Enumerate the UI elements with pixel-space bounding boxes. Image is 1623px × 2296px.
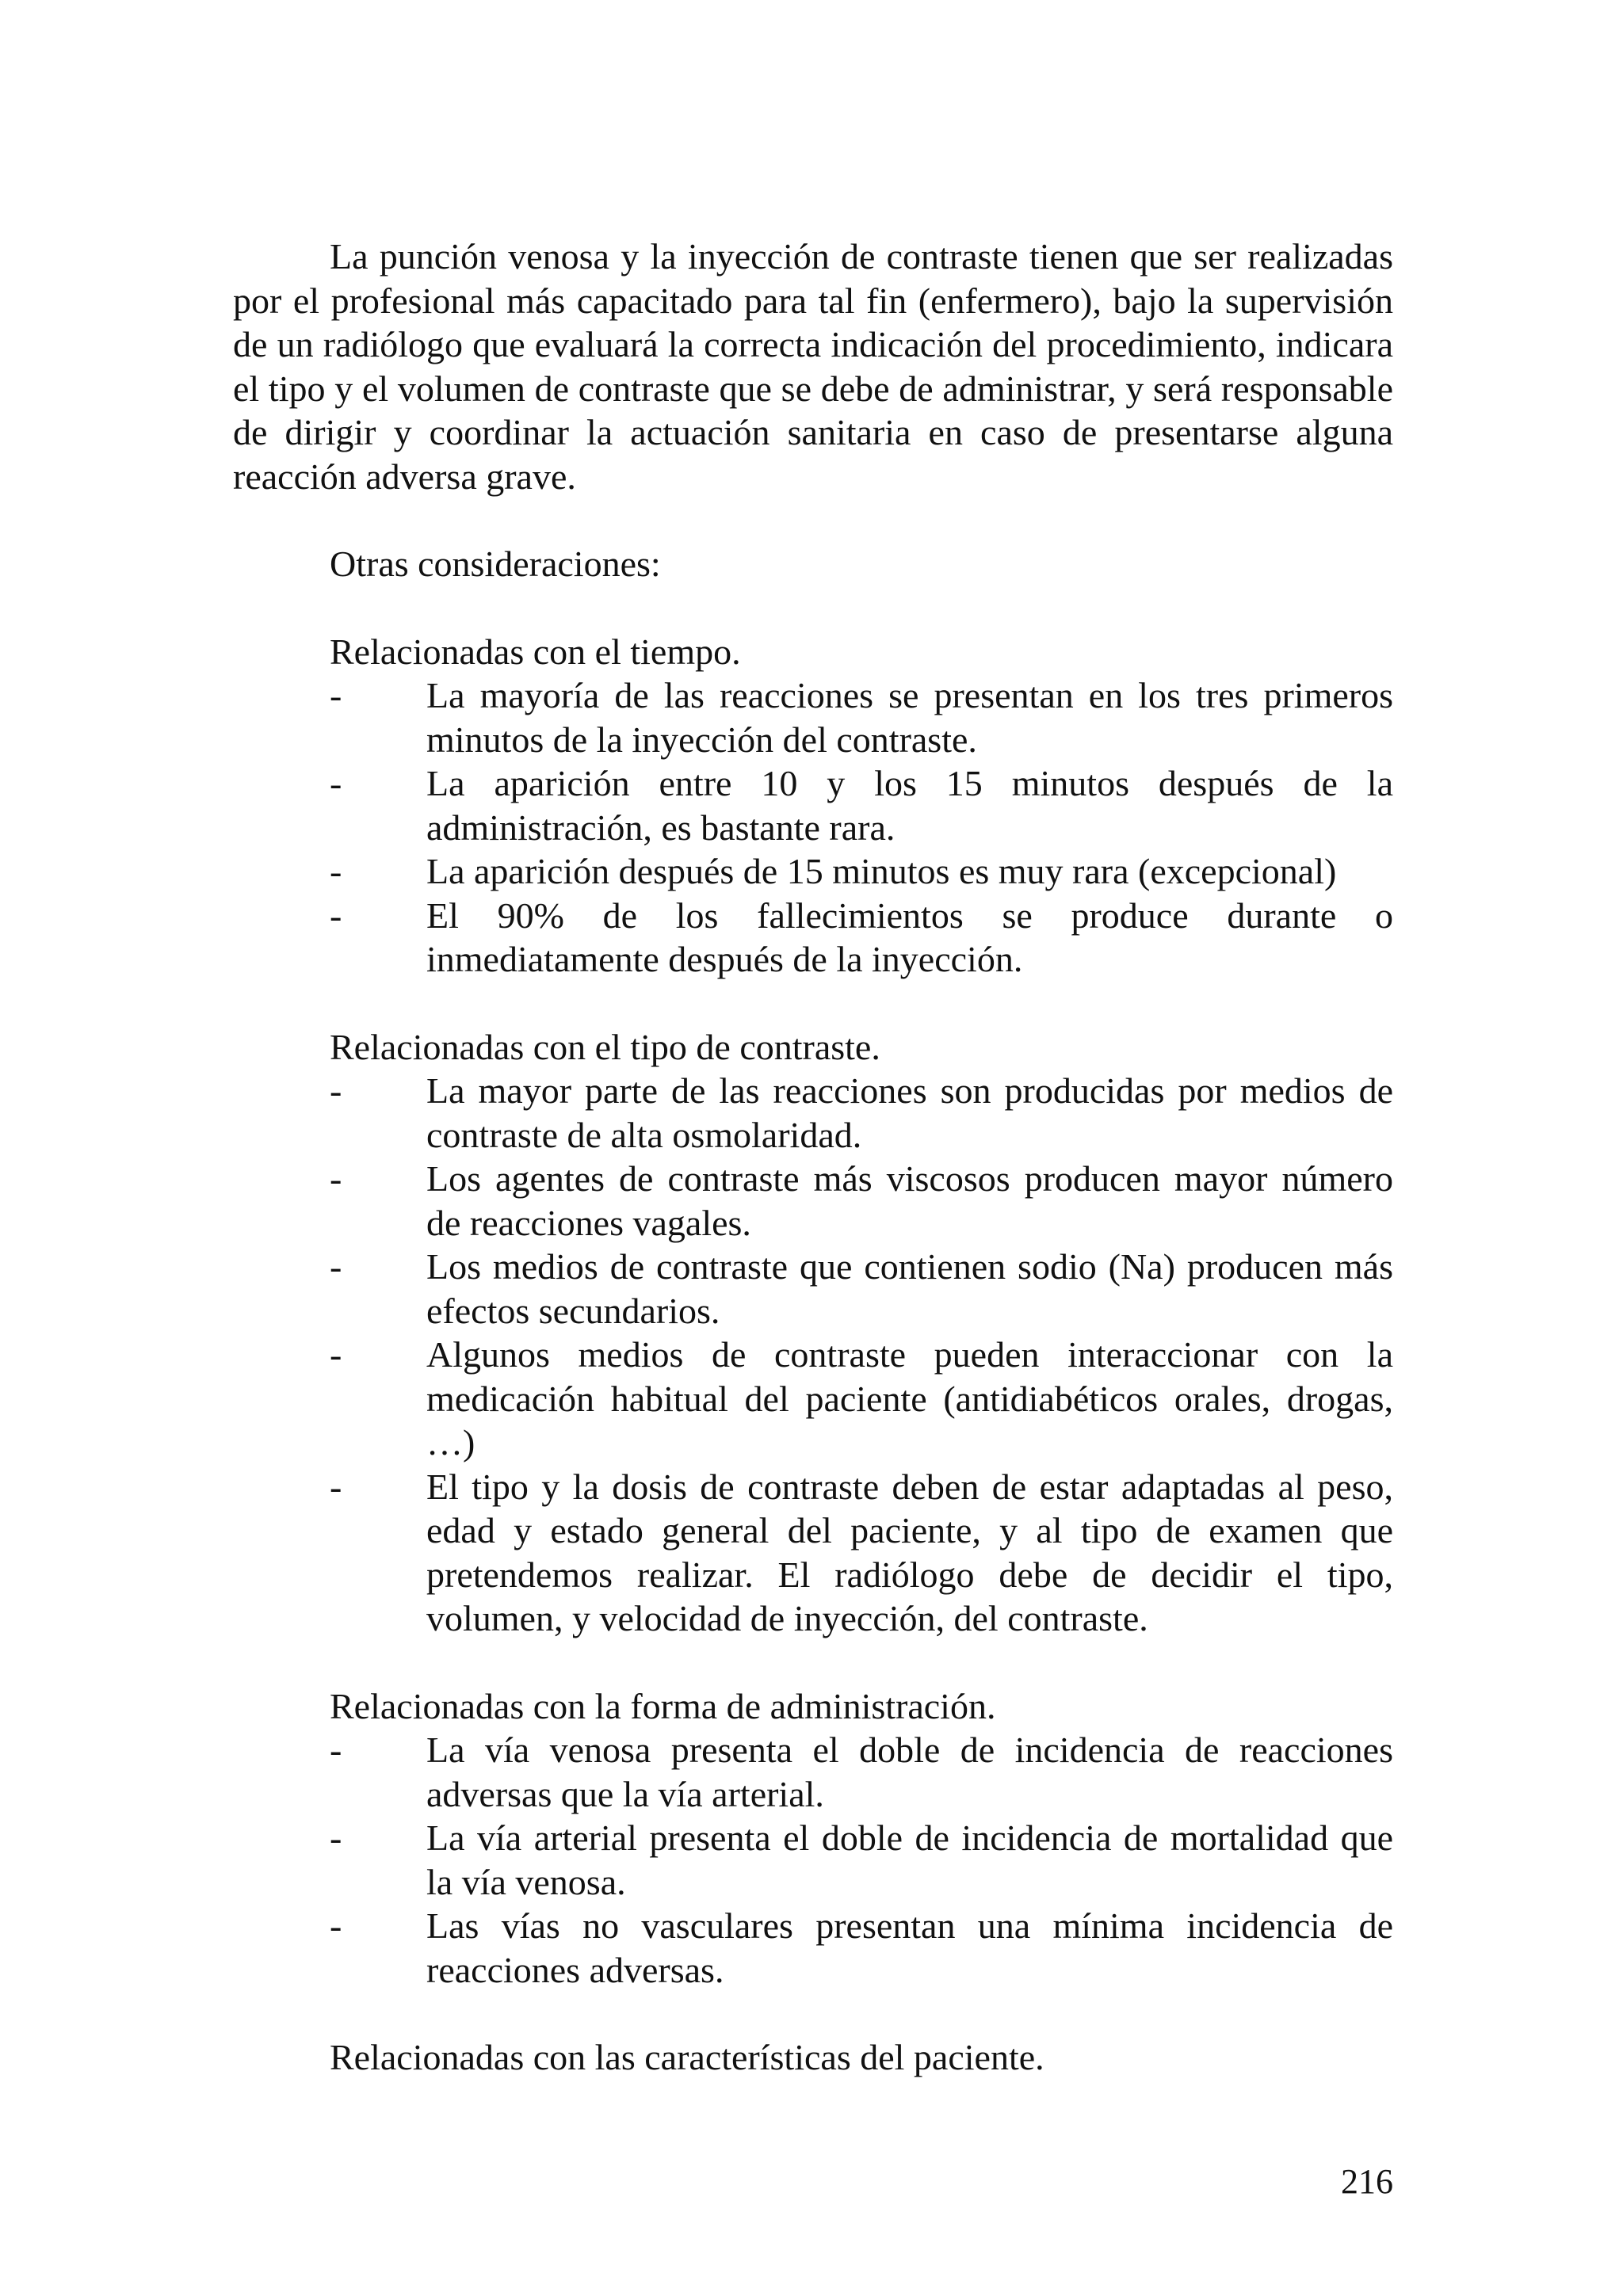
section-heading: Relacionadas con la forma de administración. [330,1685,996,1726]
section-administration [233,1684,1393,1993]
list-item-text: La vía arterial presenta el doble de incidencia de mortalidad que la vía venosa. [426,1817,1393,1902]
bullet-list [233,1728,1393,1992]
section-contrast-type [233,1025,1393,1641]
dash-marker: - [330,763,342,803]
list-item-text: Las vías no vasculares presentan una mínima incidencia de reacciones adversas. [426,1905,1393,1990]
dash-marker: - [330,1070,342,1111]
list-item [233,1904,1393,1992]
list-item [233,673,1393,761]
spacer [233,586,1393,630]
spacer [233,1992,1393,2035]
bullet-list [233,1069,1393,1641]
dash-marker: - [330,1817,342,1858]
list-item-text: Los agentes de contraste más viscosos producen mayor número de reacciones vagales. [426,1158,1393,1243]
list-item-text: La aparición después de 15 minutos es muy rara (excepcional) [426,851,1337,891]
spacer [233,1641,1393,1684]
list-item [233,1245,1393,1333]
section-heading: Relacionadas con las características del paciente. [330,2037,1044,2077]
section-time [233,630,1393,982]
section-heading: Relacionadas con el tiempo. [330,631,741,672]
list-item-text: La mayoría de las reacciones se presentan en los tres primeros minutos de la inyección del contraste. [426,675,1393,760]
dash-marker: - [330,1246,342,1287]
spacer [233,982,1393,1025]
section-heading: Relacionadas con el tipo de contraste. [330,1026,880,1067]
intro-paragraph: La punción venosa y la inyección de contraste tienen que ser realizadas por el profesional más capacitado para tal fin (enfermero), bajo la supervisión de un radiólogo que evaluará la correcta indicación del procedimiento, indicara el tipo y el volumen de contraste que se debe de administrar, y será responsable de dirigir y coordinar la actuación sanitaria en caso de presentarse alguna reacción adversa grave. [233,236,1393,497]
list-item [233,849,1393,894]
list-item [233,761,1393,849]
spacer [233,498,1393,542]
list-item-text: Algunos medios de contraste pueden interaccionar con la medicación habitual del paciente (antidiabéticos orales, drogas, …) [426,1334,1393,1463]
page-body [233,235,1393,2080]
list-item-text: La mayor parte de las reacciones son producidas por medios de contraste de alta osmolaridad. [426,1070,1393,1155]
dash-marker: - [330,894,342,936]
dash-marker: - [330,1730,342,1770]
other-considerations-label: Otras consideraciones: [330,543,661,584]
dash-marker: - [330,1466,342,1507]
list-item-text: El 90% de los fallecimientos se produce durante o inmediatamente después de la inyección. [426,894,1393,979]
list-item-text: La vía venosa presenta el doble de incidencia de reacciones adversas que la vía arterial. [426,1730,1393,1814]
dash-marker: - [330,1158,342,1199]
list-item-text: Los medios de contraste que contienen sodio (Na) producen más efectos secundarios. [426,1246,1393,1331]
list-item [233,1333,1393,1465]
page-number: 216 [1341,2162,1393,2201]
list-item-text: La aparición entre 10 y los 15 minutos después de la administración, es bastante rara. [426,763,1393,848]
list-item [233,1069,1393,1157]
section-patient [233,2035,1393,2080]
list-item [233,1728,1393,1816]
list-item [233,1816,1393,1904]
list-item [233,1157,1393,1245]
dash-marker: - [330,1334,342,1375]
list-item [233,1465,1393,1641]
list-item-text: El tipo y la dosis de contraste deben de estar adaptadas al peso, edad y estado general del paciente, y al tipo de examen que pretendemos realizar. El radiólogo debe de decidir el tipo, volumen, y velocidad de inyección, del contraste. [426,1466,1393,1638]
dash-marker: - [330,675,342,715]
dash-marker: - [330,1905,342,1946]
bullet-list [233,673,1393,982]
dash-marker: - [330,851,342,891]
list-item [233,894,1393,982]
